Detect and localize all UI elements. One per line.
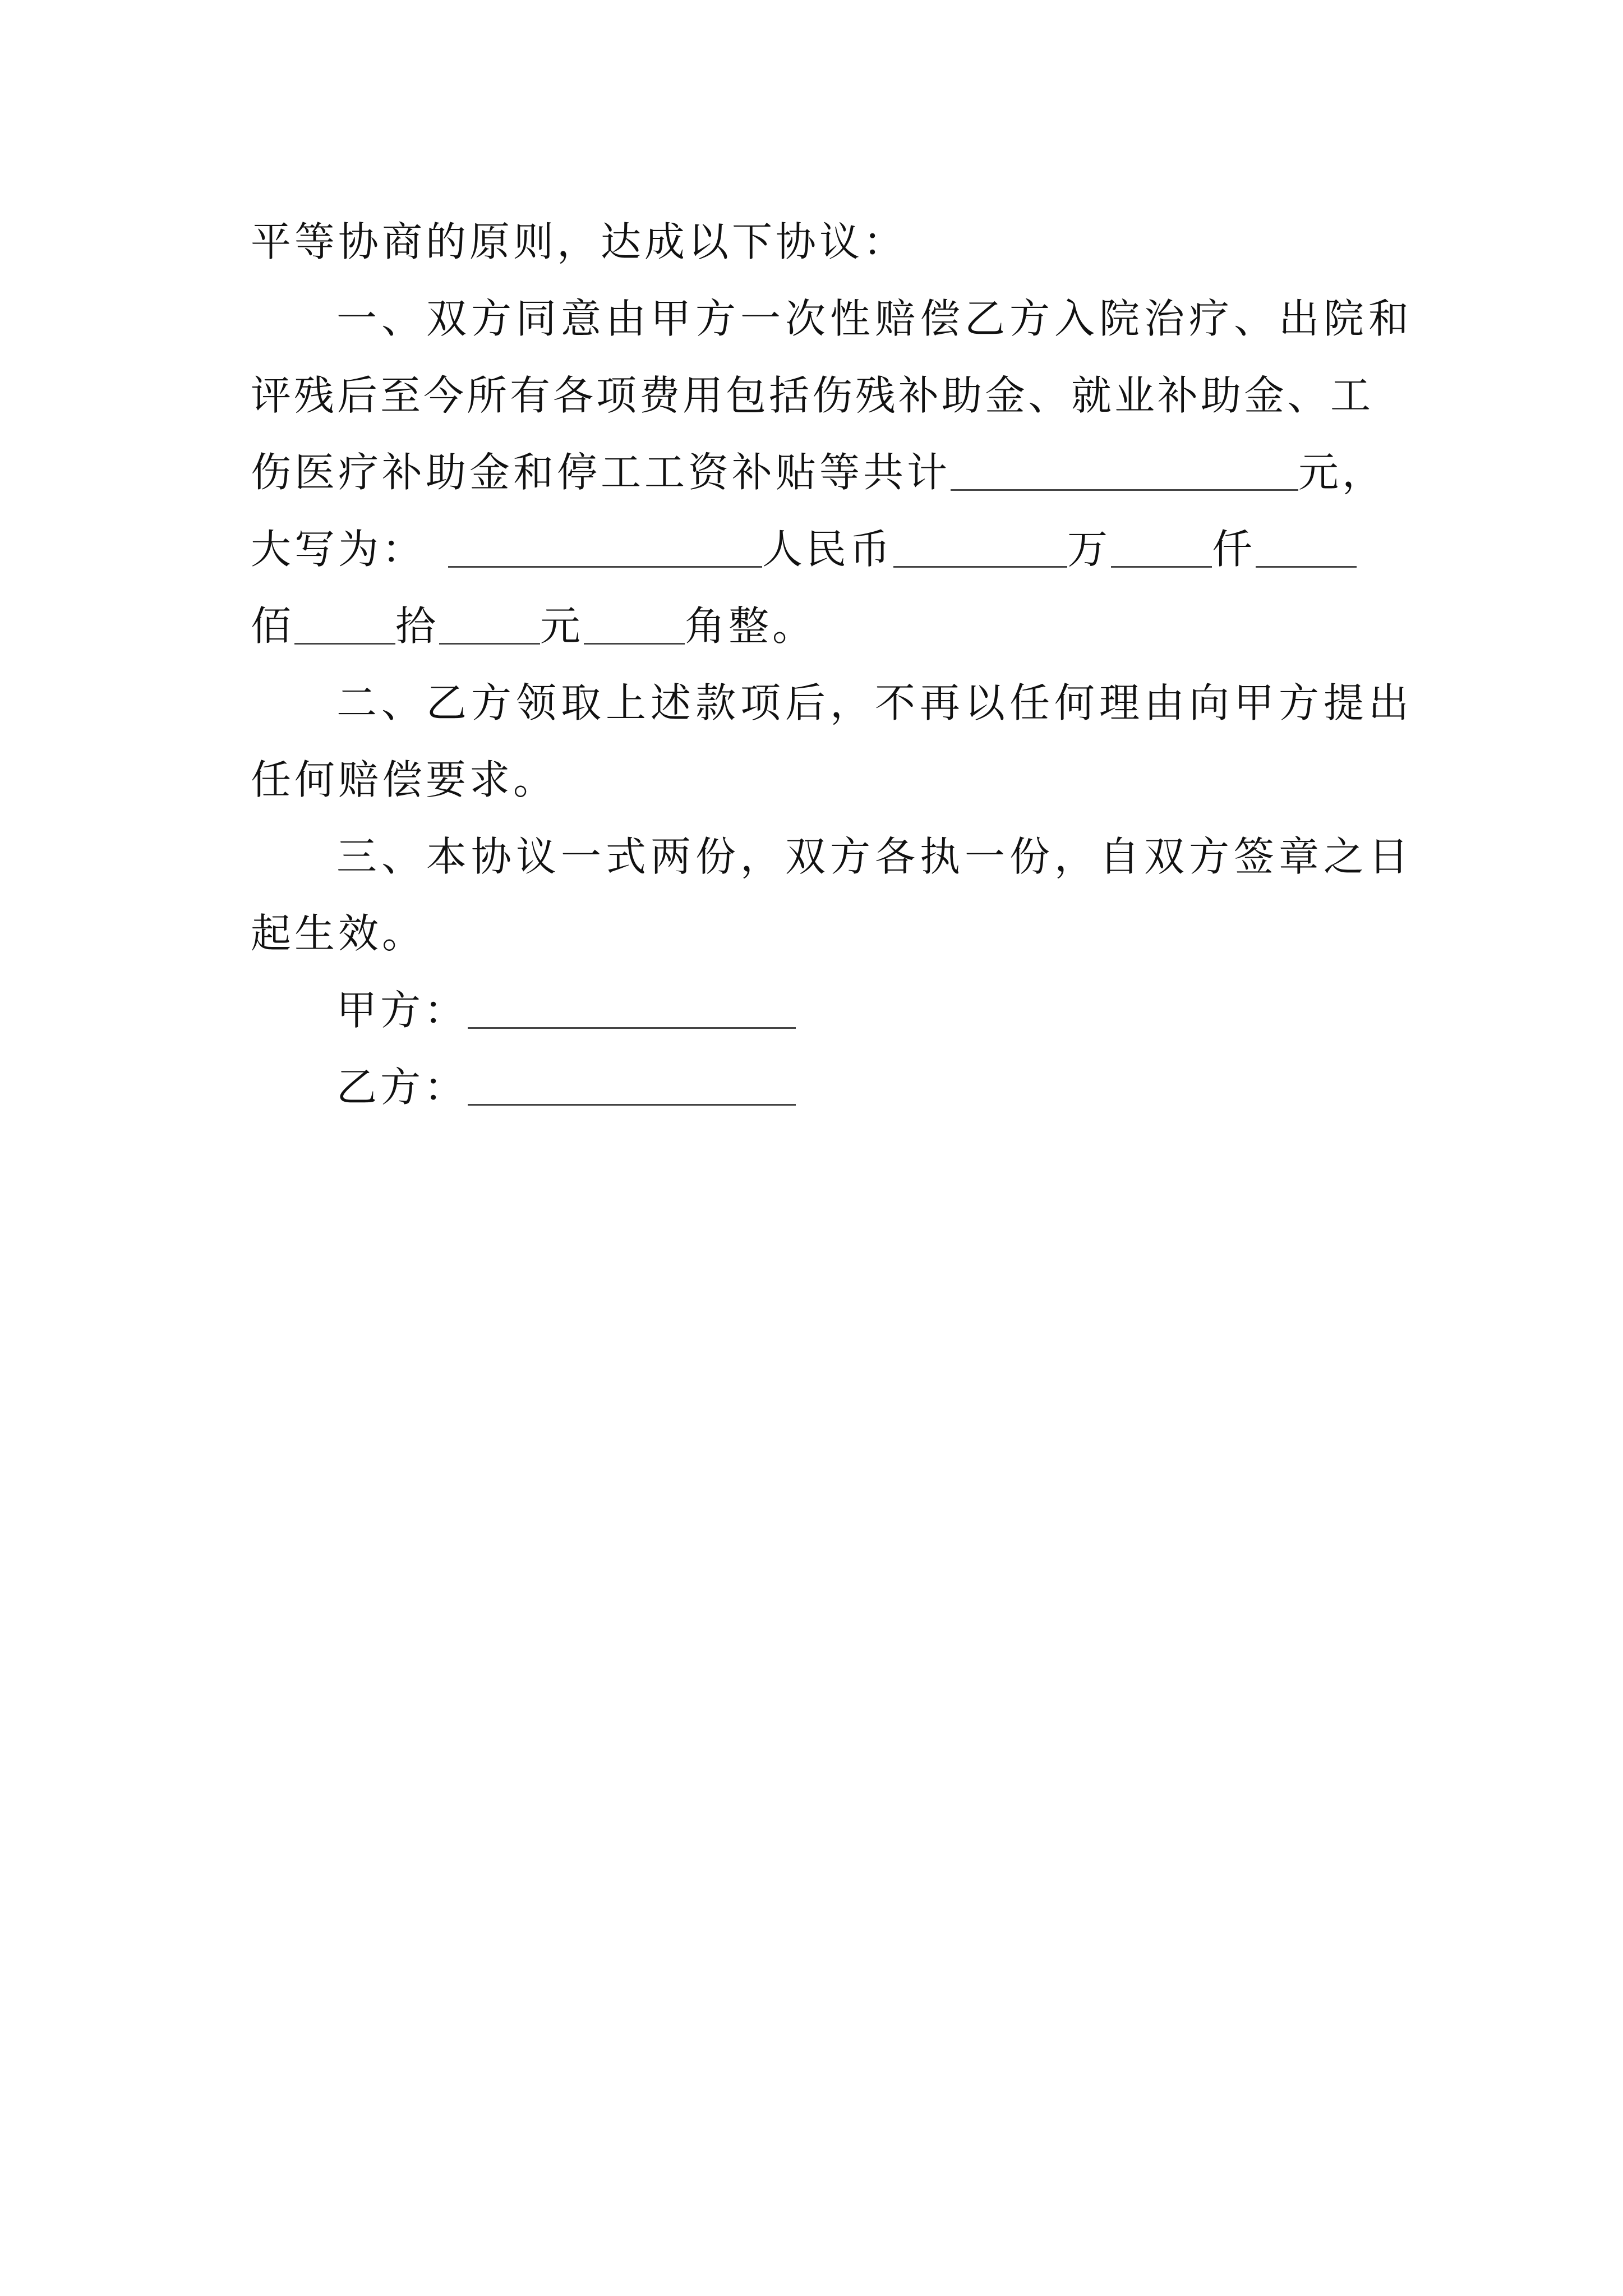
clause-1-line-5 — [251, 598, 1389, 654]
rmb-label: 人民币 — [762, 526, 894, 573]
total-amount-blank[interactable] — [951, 454, 1298, 491]
bai-label: 佰 — [251, 602, 295, 650]
party-b-line — [336, 1059, 1389, 1115]
clause-3-text-1: 三、本协议一式两份，双方各执一份，自双方签章之日 — [336, 833, 1414, 880]
clause-1-line-3 — [251, 444, 1389, 500]
clause-1-yuan-comma: 元， — [1298, 449, 1386, 496]
intro-text: 平等协商的原则，达成以下协议： — [251, 218, 907, 265]
yuan-blank[interactable] — [439, 608, 540, 645]
amount-in-words-blank[interactable] — [448, 531, 762, 568]
clause-3-text-2: 起生效。 — [251, 910, 426, 957]
clause-1-text-2: 评残后至今所有各项费用包括伤残补助金、就业补助金、工 — [251, 372, 1374, 419]
wan-blank[interactable] — [893, 531, 1067, 568]
shi-label: 拾 — [395, 602, 440, 650]
clause-3-line-1 — [336, 829, 1414, 885]
clause-1-text-1: 一、双方同意由甲方一次性赔偿乙方入院治疗、出院和 — [336, 295, 1414, 342]
jiao-label: 角整。 — [685, 602, 817, 650]
party-b-signature-blank[interactable] — [468, 1069, 796, 1106]
intro-line — [251, 214, 1389, 270]
qian-label: 仟 — [1212, 526, 1256, 573]
clause-1-line-4 — [251, 521, 1389, 577]
clause-2-line-1 — [336, 675, 1414, 731]
yuan-label: 元 — [540, 602, 584, 650]
party-b-label: 乙方： — [336, 1064, 468, 1111]
qian-blank[interactable] — [1111, 531, 1212, 568]
amount-in-words-label: 大写为： — [251, 526, 426, 573]
party-a-label: 甲方： — [336, 987, 468, 1034]
party-a-line — [336, 982, 1389, 1038]
clause-2-text-2: 任何赔偿要求。 — [251, 756, 557, 803]
party-a-signature-blank[interactable] — [468, 992, 796, 1029]
clause-1-line-1 — [336, 291, 1414, 347]
clause-2-line-2 — [251, 752, 1389, 808]
clause-2-text-1: 二、乙方领取上述款项后，不再以任何理由向甲方提出 — [336, 679, 1414, 726]
jiao-blank[interactable] — [584, 608, 685, 645]
clause-1-text-3: 伤医疗补助金和停工工资补贴等共计 — [251, 449, 951, 496]
bai-blank[interactable] — [1256, 531, 1357, 568]
shi-blank[interactable] — [294, 608, 395, 645]
clause-1-line-2 — [251, 367, 1389, 424]
clause-3-line-2 — [251, 905, 1389, 961]
wan-label: 万 — [1067, 526, 1112, 573]
